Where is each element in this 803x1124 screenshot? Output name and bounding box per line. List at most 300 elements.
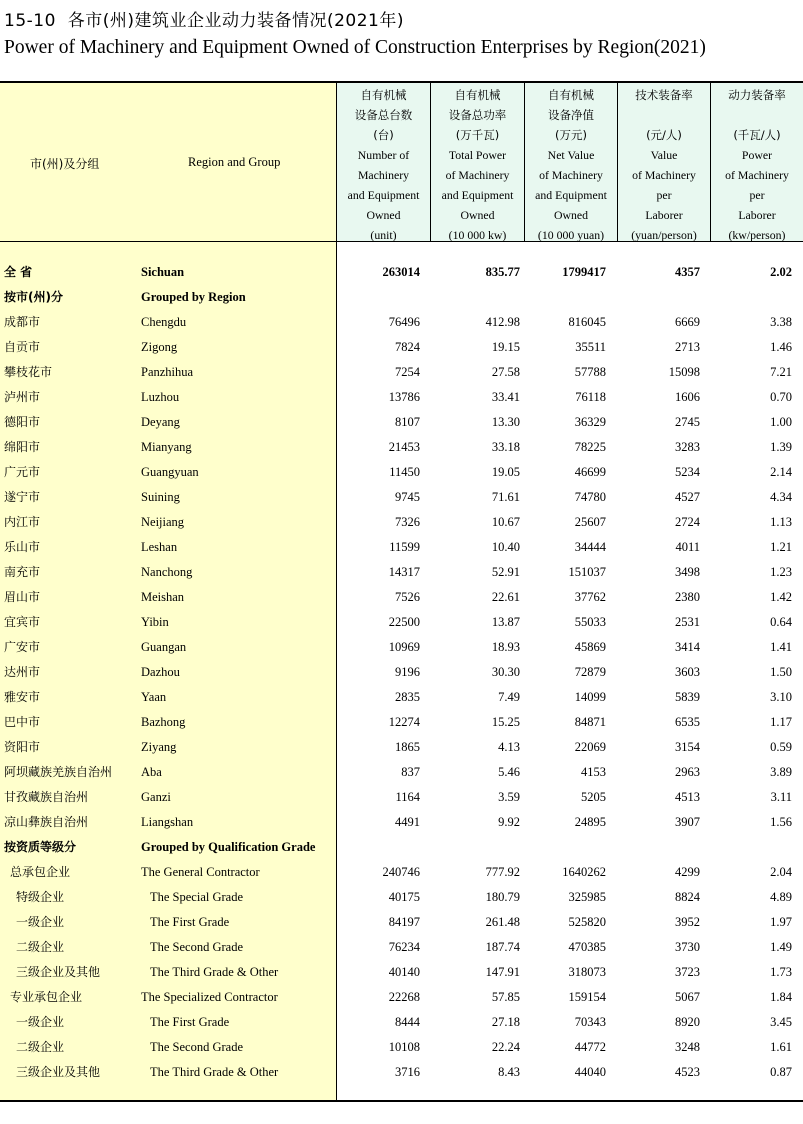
table-row (0, 660, 803, 685)
column-header-line: (yuan/person) (631, 228, 697, 242)
column-header-line: per (749, 188, 765, 202)
column-header-line: 动力装备率 (728, 88, 786, 102)
value-cell: 1.97 (770, 915, 792, 929)
value-cell: 3.89 (770, 765, 792, 779)
value-cell: 4.34 (770, 490, 792, 504)
value-cell: 180.79 (485, 890, 520, 904)
region-name-cn: 专业承包企业 (10, 990, 83, 1004)
region-name-cn: 阿坝藏族羌族自治州 (4, 765, 113, 779)
value-cell: 33.41 (491, 390, 520, 404)
value-cell: 3154 (675, 740, 700, 754)
column-header (618, 85, 710, 242)
column-header-line: and Equipment (347, 188, 420, 202)
column-header-line: (万千瓦) (455, 128, 500, 142)
region-name-en: Panzhihua (141, 365, 194, 379)
value-cell: 5839 (675, 690, 700, 704)
value-cell: 45869 (574, 640, 606, 654)
table-row (0, 385, 803, 410)
column-header-line: per (656, 188, 672, 202)
table-row (0, 635, 803, 660)
column-header-line: Value (650, 148, 678, 162)
table-row (0, 710, 803, 735)
column-header-line: (元/人) (646, 128, 682, 142)
value-cell: 159154 (568, 990, 606, 1004)
value-cell: 74780 (574, 490, 606, 504)
table-row (0, 585, 803, 610)
value-cell: 33.18 (491, 440, 520, 454)
region-name-en: The First Grade (150, 1015, 230, 1029)
column-header-line: Machinery (357, 168, 410, 182)
value-cell: 2.02 (770, 265, 792, 279)
value-cell: 4513 (675, 790, 700, 804)
value-cell: 52.91 (491, 565, 520, 579)
column-header-line: Owned (553, 208, 589, 222)
region-name-en: The Second Grade (150, 1040, 244, 1054)
table-row (0, 835, 803, 860)
column-header (337, 85, 430, 242)
value-cell: 1.73 (770, 965, 792, 979)
region-name-en: Ziyang (141, 740, 177, 754)
value-cell: 6535 (675, 715, 700, 729)
value-cell: 44040 (574, 1065, 606, 1079)
column-header-line: 自有机械 (454, 88, 501, 102)
value-cell: 14317 (388, 565, 420, 579)
value-cell: 10.67 (491, 515, 520, 529)
region-name-cn: 总承包企业 (10, 865, 71, 879)
value-cell: 8444 (395, 1015, 420, 1029)
value-cell: 35511 (575, 340, 606, 354)
column-header-line: 自有机械 (548, 88, 594, 102)
value-cell: 21453 (388, 440, 420, 454)
region-name-cn: 一级企业 (16, 915, 65, 929)
value-cell: 318073 (568, 965, 606, 979)
table-row (0, 685, 803, 710)
table-row (0, 985, 803, 1010)
value-cell: 263014 (382, 265, 420, 279)
region-name-cn: 三级企业及其他 (16, 1065, 101, 1079)
value-cell: 2531 (675, 615, 700, 629)
region-name-en: Aba (141, 765, 162, 779)
value-cell: 3603 (675, 665, 700, 679)
column-header-line: (unit) (370, 228, 397, 242)
value-cell: 2745 (675, 415, 700, 429)
value-cell: 5067 (675, 990, 700, 1004)
region-name-cn: 眉山市 (4, 590, 41, 604)
value-cell: 22500 (388, 615, 420, 629)
value-cell: 261.48 (485, 915, 520, 929)
value-cell: 3952 (675, 915, 700, 929)
value-cell: 1.21 (770, 540, 792, 554)
value-cell: 1.13 (770, 515, 792, 529)
region-name-en: Yibin (141, 615, 169, 629)
column-header-line: (kw/person) (728, 228, 786, 242)
region-name-cn: 内江市 (4, 515, 41, 529)
value-cell: 2.14 (770, 465, 792, 479)
column-header-line: Laborer (738, 208, 776, 222)
table-row (0, 1010, 803, 1035)
region-name-en: Nanchong (141, 565, 193, 579)
value-cell: 777.92 (485, 865, 520, 879)
value-cell: 19.05 (491, 465, 520, 479)
value-cell: 835.77 (485, 265, 520, 279)
value-cell: 7824 (395, 340, 420, 354)
column-header-line: Net Value (547, 148, 595, 162)
value-cell: 187.74 (485, 940, 520, 954)
value-cell: 1.46 (770, 340, 792, 354)
value-cell: 14099 (574, 690, 606, 704)
value-cell: 2724 (675, 515, 700, 529)
value-cell: 84197 (388, 915, 420, 929)
region-name-en: The Second Grade (150, 940, 244, 954)
column-header-line: 设备总台数 (354, 108, 413, 122)
region-name-cn: 南充市 (4, 565, 41, 579)
region-name-en: The Third Grade & Other (150, 965, 279, 979)
value-cell: 25607 (574, 515, 606, 529)
table-row (0, 760, 803, 785)
table-row (0, 810, 803, 835)
region-name-en: Zigong (141, 340, 178, 354)
column-header-line: Number of (357, 148, 410, 162)
region-name-en: The Special Grade (150, 890, 244, 904)
table-row (0, 360, 803, 385)
value-cell: 1.00 (770, 415, 792, 429)
value-cell: 4.13 (498, 740, 520, 754)
value-cell: 1.61 (770, 1040, 792, 1054)
value-cell: 8107 (395, 415, 420, 429)
region-name-en: Grouped by Qualification Grade (141, 840, 316, 854)
region-name-cn: 广元市 (4, 465, 41, 479)
value-cell: 8824 (675, 890, 700, 904)
table-row (0, 1035, 803, 1060)
value-cell: 412.98 (485, 315, 520, 329)
value-cell: 76118 (575, 390, 606, 404)
value-cell: 27.58 (491, 365, 520, 379)
region-name-en: Guangan (141, 640, 187, 654)
value-cell: 1640262 (562, 865, 606, 879)
table-row (0, 310, 803, 335)
region-name-en: Deyang (141, 415, 180, 429)
region-name-cn: 一级企业 (16, 1015, 65, 1029)
column-header-line: (台) (373, 128, 394, 142)
table-row (0, 485, 803, 510)
value-cell: 36329 (574, 415, 606, 429)
region-name-en: Ganzi (141, 790, 171, 804)
column-header-line (618, 105, 710, 125)
table-row (0, 960, 803, 985)
table-title-cn: 15-10 各市(州)建筑业企业动力装备情况(2021年) (4, 11, 404, 31)
region-name-en: Liangshan (141, 815, 194, 829)
region-name-cn: 凉山彝族自治州 (4, 815, 89, 829)
column-header-line: (10 000 kw) (448, 228, 507, 242)
value-cell: 22.61 (491, 590, 520, 604)
header-region-cn: 市(州)及分组 (30, 157, 100, 171)
column-header-line: (10 000 yuan) (537, 228, 605, 242)
table-row (0, 610, 803, 635)
value-cell: 1.49 (770, 940, 792, 954)
column-header-line (711, 105, 803, 125)
column-header-line: and Equipment (441, 188, 514, 202)
value-cell: 3.10 (770, 690, 792, 704)
region-name-en: Grouped by Region (141, 290, 246, 304)
value-cell: 71.61 (491, 490, 520, 504)
value-cell: 147.91 (485, 965, 520, 979)
value-cell: 3.59 (498, 790, 520, 804)
value-cell: 3716 (395, 1065, 420, 1079)
region-name-en: Yaan (141, 690, 167, 704)
value-cell: 7326 (395, 515, 420, 529)
region-name-cn: 遂宁市 (4, 490, 41, 504)
column-header-line: 设备净值 (548, 108, 594, 122)
value-cell: 3414 (675, 640, 700, 654)
value-cell: 0.59 (770, 740, 792, 754)
value-cell: 1606 (675, 390, 700, 404)
value-cell: 0.70 (770, 390, 792, 404)
value-cell: 470385 (568, 940, 606, 954)
value-cell: 72879 (574, 665, 606, 679)
table-row (0, 935, 803, 960)
region-name-cn: 达州市 (4, 665, 41, 679)
region-name-cn: 泸州市 (4, 390, 41, 404)
value-cell: 34444 (574, 540, 606, 554)
value-cell: 2835 (395, 690, 420, 704)
value-cell: 57788 (574, 365, 606, 379)
region-name-cn: 按市(州)分 (4, 290, 63, 304)
column-header-line: Laborer (645, 208, 683, 222)
value-cell: 15098 (668, 365, 700, 379)
column-header-line: of Machinery (539, 168, 603, 182)
region-name-cn: 巴中市 (4, 715, 41, 729)
value-cell: 4153 (581, 765, 606, 779)
table-row (0, 885, 803, 910)
value-cell: 40175 (388, 890, 420, 904)
value-cell: 46699 (574, 465, 606, 479)
value-cell: 151037 (568, 565, 606, 579)
table-row (0, 460, 803, 485)
column-header-line: Owned (366, 208, 401, 222)
table-row (0, 1060, 803, 1085)
region-name-en: Meishan (141, 590, 185, 604)
table-row (0, 510, 803, 535)
region-name-en: The First Grade (150, 915, 230, 929)
value-cell: 10.40 (491, 540, 520, 554)
value-cell: 10108 (388, 1040, 420, 1054)
value-cell: 8920 (675, 1015, 700, 1029)
value-cell: 9196 (395, 665, 420, 679)
value-cell: 0.87 (770, 1065, 792, 1079)
value-cell: 5205 (581, 790, 606, 804)
value-cell: 6669 (675, 315, 700, 329)
column-header-line: Total Power (448, 148, 507, 162)
table-row (0, 785, 803, 810)
value-cell: 1.17 (770, 715, 792, 729)
region-name-en: The Third Grade & Other (150, 1065, 279, 1079)
table-row (0, 910, 803, 935)
value-cell: 30.30 (491, 665, 520, 679)
region-name-cn: 三级企业及其他 (16, 965, 101, 979)
value-cell: 84871 (574, 715, 606, 729)
value-cell: 4527 (675, 490, 700, 504)
column-header-line: of Machinery (445, 168, 510, 182)
value-cell: 3.11 (770, 790, 792, 804)
region-name-en: Luzhou (141, 390, 180, 404)
value-cell: 3.38 (770, 315, 792, 329)
value-cell: 7.21 (770, 365, 792, 379)
region-name-en: Mianyang (141, 440, 192, 454)
value-cell: 1865 (395, 740, 420, 754)
region-name-cn: 成都市 (4, 315, 41, 329)
table-row (0, 285, 803, 310)
value-cell: 1.50 (770, 665, 792, 679)
region-name-cn: 绵阳市 (4, 440, 41, 454)
value-cell: 0.64 (770, 615, 792, 629)
value-cell: 3283 (675, 440, 700, 454)
value-cell: 240746 (382, 865, 420, 879)
value-cell: 3723 (675, 965, 700, 979)
value-cell: 18.93 (491, 640, 520, 654)
value-cell: 7.49 (498, 690, 520, 704)
region-name-en: The General Contractor (141, 865, 260, 879)
column-header-line: (万元) (555, 128, 587, 142)
column-header-line: (千瓦/人) (733, 128, 781, 142)
value-cell: 57.85 (491, 990, 520, 1004)
value-cell: 2713 (675, 340, 700, 354)
region-name-cn: 甘孜藏族自治州 (4, 790, 89, 804)
value-cell: 4491 (395, 815, 420, 829)
value-cell: 12274 (388, 715, 420, 729)
value-cell: 8.43 (498, 1065, 520, 1079)
value-cell: 13786 (388, 390, 420, 404)
value-cell: 5.46 (498, 765, 520, 779)
region-name-cn: 雅安市 (4, 690, 41, 704)
value-cell: 1164 (395, 790, 420, 804)
value-cell: 1.23 (770, 565, 792, 579)
value-cell: 22268 (388, 990, 420, 1004)
column-header-line: and Equipment (535, 188, 607, 202)
region-name-cn: 广安市 (4, 640, 41, 654)
value-cell: 816045 (568, 315, 606, 329)
value-cell: 40140 (388, 965, 420, 979)
column-header-line: of Machinery (632, 168, 696, 182)
table-row (0, 735, 803, 760)
region-name-cn: 攀枝花市 (4, 365, 53, 379)
value-cell: 837 (401, 765, 420, 779)
table-row (0, 410, 803, 435)
value-cell: 22.24 (491, 1040, 520, 1054)
column-header-line: 技术装备率 (635, 88, 693, 102)
region-name-en: Neijiang (141, 515, 185, 529)
value-cell: 2963 (675, 765, 700, 779)
value-cell: 55033 (574, 615, 606, 629)
region-name-cn: 按资质等级分 (4, 840, 77, 854)
value-cell: 325985 (568, 890, 606, 904)
value-cell: 3730 (675, 940, 700, 954)
value-cell: 9745 (395, 490, 420, 504)
value-cell: 13.87 (491, 615, 520, 629)
region-name-cn: 全 省 (4, 265, 33, 279)
region-name-cn: 资阳市 (4, 740, 41, 754)
value-cell: 78225 (574, 440, 606, 454)
column-header (525, 85, 617, 242)
region-name-cn: 宜宾市 (4, 615, 41, 629)
value-cell: 525820 (568, 915, 606, 929)
region-name-en: Chengdu (141, 315, 187, 329)
value-cell: 7526 (395, 590, 420, 604)
region-name-en: The Specialized Contractor (141, 990, 278, 1004)
top-rule (0, 81, 803, 83)
table-row (0, 560, 803, 585)
value-cell: 1.39 (770, 440, 792, 454)
value-cell: 37762 (574, 590, 606, 604)
value-cell: 4011 (675, 540, 700, 554)
value-cell: 4.89 (770, 890, 792, 904)
value-cell: 15.25 (491, 715, 520, 729)
region-name-cn: 特级企业 (16, 890, 65, 904)
column-header-line: Owned (460, 208, 495, 222)
value-cell: 1799417 (562, 265, 606, 279)
column-header (431, 85, 524, 242)
region-name-en: Suining (141, 490, 180, 504)
column-header-line: 自有机械 (360, 88, 407, 102)
value-cell: 3907 (675, 815, 700, 829)
value-cell: 13.30 (491, 415, 520, 429)
value-cell: 10969 (388, 640, 420, 654)
region-name-en: Guangyuan (141, 465, 199, 479)
region-name-en: Sichuan (141, 265, 185, 279)
value-cell: 4523 (675, 1065, 700, 1079)
value-cell: 11450 (389, 465, 420, 479)
table-row (0, 260, 803, 285)
column-header-line: Power (741, 148, 773, 162)
value-cell: 70343 (574, 1015, 606, 1029)
value-cell: 4357 (675, 265, 700, 279)
value-cell: 1.41 (770, 640, 792, 654)
value-cell: 5234 (675, 465, 700, 479)
region-name-cn: 自贡市 (4, 340, 41, 354)
value-cell: 1.56 (770, 815, 792, 829)
value-cell: 3.45 (770, 1015, 792, 1029)
region-name-cn: 二级企业 (16, 1040, 65, 1054)
region-name-cn: 德阳市 (4, 415, 41, 429)
region-name-cn: 二级企业 (16, 940, 65, 954)
region-name-en: Dazhou (141, 665, 180, 679)
region-name-cn: 乐山市 (4, 540, 41, 554)
value-cell: 11599 (389, 540, 420, 554)
value-cell: 1.84 (770, 990, 792, 1004)
value-cell: 76234 (388, 940, 420, 954)
value-cell: 2380 (675, 590, 700, 604)
value-cell: 2.04 (770, 865, 792, 879)
value-cell: 4299 (675, 865, 700, 879)
value-cell: 9.92 (498, 815, 520, 829)
column-header (711, 85, 803, 242)
value-cell: 3498 (675, 565, 700, 579)
header-region-en: Region and Group (188, 155, 281, 169)
value-cell: 27.18 (491, 1015, 520, 1029)
value-cell: 19.15 (491, 340, 520, 354)
table-row (0, 335, 803, 360)
value-cell: 24895 (574, 815, 606, 829)
bottom-rule (0, 1100, 803, 1102)
table-row (0, 860, 803, 885)
value-cell: 7254 (395, 365, 420, 379)
table-row (0, 535, 803, 560)
table-title-en: Power of Machinery and Equipment Owned of Construction Enterprises by Region(2021) (4, 37, 706, 58)
region-name-en: Bazhong (141, 715, 186, 729)
value-cell: 76496 (388, 315, 420, 329)
value-cell: 3248 (675, 1040, 700, 1054)
value-cell: 22069 (574, 740, 606, 754)
table-row (0, 435, 803, 460)
